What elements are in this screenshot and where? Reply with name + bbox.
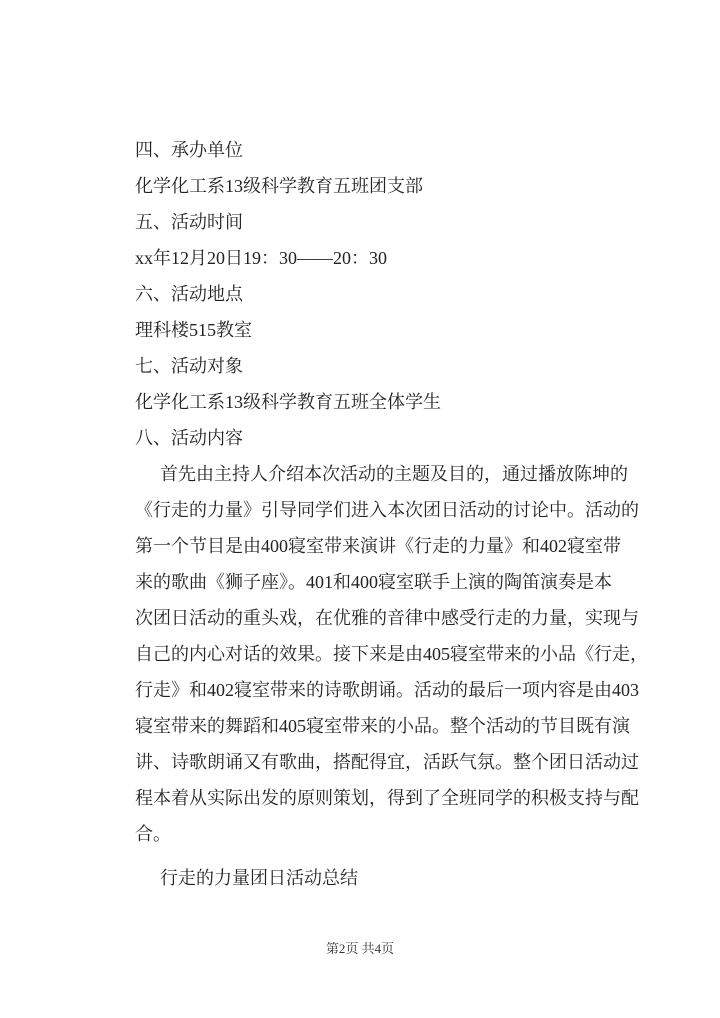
page-footer: 第2页 共4页 (325, 941, 395, 956)
paragraph-line: 来的歌曲《狮子座》。401和400寝室联手上演的陶笛演奏是本 (135, 572, 612, 592)
section-heading-audience: 七、活动对象 (135, 356, 243, 376)
paragraph-line: 次团日活动的重头戏，在优雅的音律中感受行走的力量，实现与 (135, 608, 639, 628)
paragraph-line: 行走》和402寝室带来的诗歌朗诵。活动的最后一项内容是由403 (135, 680, 639, 700)
section-value-audience: 化学化工系13级科学教育五班全体学生 (135, 392, 441, 412)
paragraph-line: 自己的内心对话的效果。接下来是由405寝室带来的小品《行走， (135, 644, 648, 664)
paragraph-line: 合。 (135, 824, 171, 844)
next-section-title: 行走的力量团日活动总结 (160, 868, 358, 888)
section-value-location: 理科楼515教室 (135, 320, 252, 340)
section-heading-content: 八、活动内容 (135, 428, 243, 448)
paragraph-line: 《行走的力量》引导同学们进入本次团日活动的讨论中。活动的 (135, 500, 639, 520)
paragraph-line: 寝室带来的舞蹈和405寝室带来的小品。整个活动的节目既有演 (135, 716, 630, 736)
section-heading-organizer: 四、承办单位 (135, 140, 243, 160)
section-heading-location: 六、活动地点 (135, 284, 243, 304)
paragraph-line: 讲、诗歌朗诵又有歌曲，搭配得宜，活跃气氛。整个团日活动过 (135, 752, 639, 772)
section-value-organizer: 化学化工系13级科学教育五班团支部 (135, 176, 423, 196)
section-value-time: xx年12月20日19：30——20：30 (135, 248, 387, 268)
paragraph-line: 第一个节目是由400寝室带来演讲《行走的力量》和402寝室带 (135, 536, 621, 556)
paragraph-line: 程本着从实际出发的原则策划，得到了全班同学的积极支持与配 (135, 788, 639, 808)
section-heading-time: 五、活动时间 (135, 212, 243, 232)
paragraph-line: 首先由主持人介绍本次活动的主题及目的，通过播放陈坤的 (160, 464, 628, 484)
